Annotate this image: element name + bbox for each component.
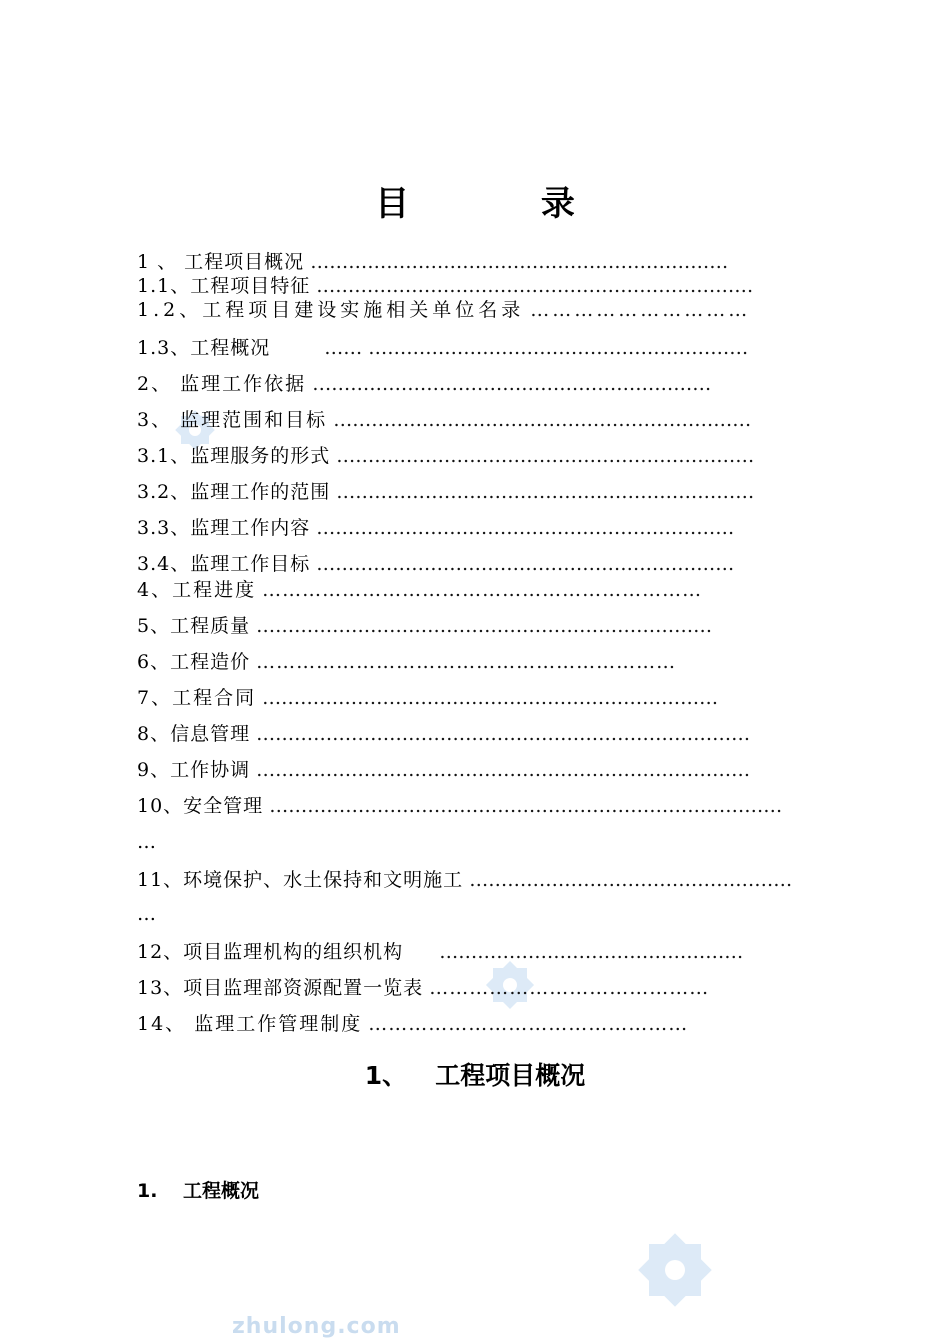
toc-entry[interactable] (137, 976, 709, 1000)
toc-entry[interactable] (137, 758, 750, 782)
toc-entry-label: 1.2、工程项目建设实施相关单位名录 (137, 299, 525, 321)
toc-dot-leader: …………………………………………………………………… (256, 759, 751, 781)
toc-entry-label: 1.3、工程概况 (137, 337, 271, 359)
toc-dot-leader: ………………………………………………………… (316, 553, 735, 575)
subsection-heading (137, 1176, 259, 1203)
toc-entry[interactable] (137, 274, 753, 298)
toc-entry-label: 10、安全管理 (137, 795, 264, 817)
subsection-title: 工程概况 (183, 1180, 260, 1202)
toc-entry[interactable] (137, 250, 728, 274)
toc-dot-leader: ……………………………………………………………… (262, 687, 719, 709)
toc-entry-label: 5、工程质量 (137, 615, 251, 637)
toc-dot-leader: ………………………………………………………… (336, 445, 755, 467)
section-number: 1、 (364, 1061, 408, 1090)
toc-entry-label: 3.2、监理工作的范围 (137, 481, 331, 503)
toc-entry[interactable] (137, 336, 748, 360)
toc-dot-leader: ………………………………………………………… (316, 517, 735, 539)
toc-dot-leader: ……………………………………………………… (256, 651, 677, 673)
toc-entry[interactable] (137, 516, 734, 540)
toc-entry[interactable] (137, 614, 712, 638)
toc-dot-leader: …… …………………………………………………… (324, 337, 749, 359)
toc-dot-leader: ……………………………………………………………… (256, 615, 713, 637)
toc-entry[interactable] (137, 794, 782, 818)
toc-entry[interactable] (137, 298, 750, 322)
section-title: 工程项目概况 (435, 1061, 586, 1090)
toc-entry-label: 12、项目监理机构的组织机构 (137, 941, 404, 963)
toc-dot-leader-wrap: … (137, 903, 156, 925)
toc-dot-leader: ………………………… (530, 299, 751, 321)
toc-dot-leader: ………………………………………… (439, 941, 744, 963)
toc-entry-label: 3.1、监理服务的形式 (137, 445, 331, 467)
toc-entry-label: 1.1、工程项目特征 (137, 275, 311, 297)
toc-entry-label: 3、 监理范围和目标 (137, 409, 328, 431)
toc-entry[interactable] (137, 408, 751, 432)
toc-entry[interactable] (137, 940, 743, 964)
toc-dot-leader-wrap: … (137, 831, 156, 853)
toc-entry[interactable] (137, 372, 711, 396)
toc-entry[interactable] (137, 650, 676, 674)
toc-entry-label: 4、工程进度 (137, 579, 257, 601)
toc-dot-leader: ……………………………………………………… (312, 373, 712, 395)
toc-entry[interactable] (137, 552, 734, 576)
toc-entry-label: 14、 监理工作管理制度 (137, 1013, 363, 1035)
toc-entry[interactable] (137, 480, 754, 504)
section-heading (0, 1056, 950, 1092)
toc-entry-label: 13、项目监理部资源配置一览表 (137, 977, 424, 999)
toc-dot-leader: ………………………………………………………… (333, 409, 752, 431)
watermark-text: zhulong.com (232, 1314, 401, 1339)
toc-dot-leader: …………………………………………………………… (316, 275, 754, 297)
toc-dot-leader: ……………………………………………………………………… (269, 795, 783, 817)
toc-entry-label: 3.3、监理工作内容 (137, 517, 311, 539)
toc-entry-label: 8、信息管理 (137, 723, 251, 745)
toc-entry[interactable] (137, 722, 750, 746)
toc-entry-label: 9、工作协调 (137, 759, 251, 781)
toc-entry-label: 6、工程造价 (137, 651, 251, 673)
toc-dot-leader: ………………………………………………………… (310, 251, 729, 273)
toc-entry-label: 7、工程合同 (137, 687, 257, 709)
toc-entry[interactable] (137, 686, 718, 710)
toc-dot-leader: ………………………………………………………… (262, 579, 703, 601)
toc-entry[interactable] (137, 1012, 688, 1036)
toc-dot-leader: ………………………………………………………… (336, 481, 755, 503)
toc-entry[interactable] (137, 578, 702, 602)
toc-entry-label: 1 、 工程项目概况 (137, 251, 305, 273)
subsection-number: 1. (137, 1180, 158, 1202)
toc-entry[interactable] (137, 444, 754, 468)
toc-dot-leader: ………………………………………… (368, 1013, 689, 1035)
toc-entry[interactable] (137, 868, 792, 892)
toc-entry-label: 11、环境保护、水土保持和文明施工 (137, 869, 464, 891)
toc-title: 目 录 (375, 184, 635, 224)
toc-dot-leader: …………………………………… (429, 977, 710, 999)
toc-dot-leader: …………………………………………………………………… (256, 723, 751, 745)
zhulong-logo-watermark (620, 1215, 730, 1325)
toc-entry-label: 3.4、监理工作目标 (137, 553, 311, 575)
toc-entry-label: 2、 监理工作依据 (137, 373, 307, 395)
toc-dot-leader: …………………………………………… (469, 869, 793, 891)
